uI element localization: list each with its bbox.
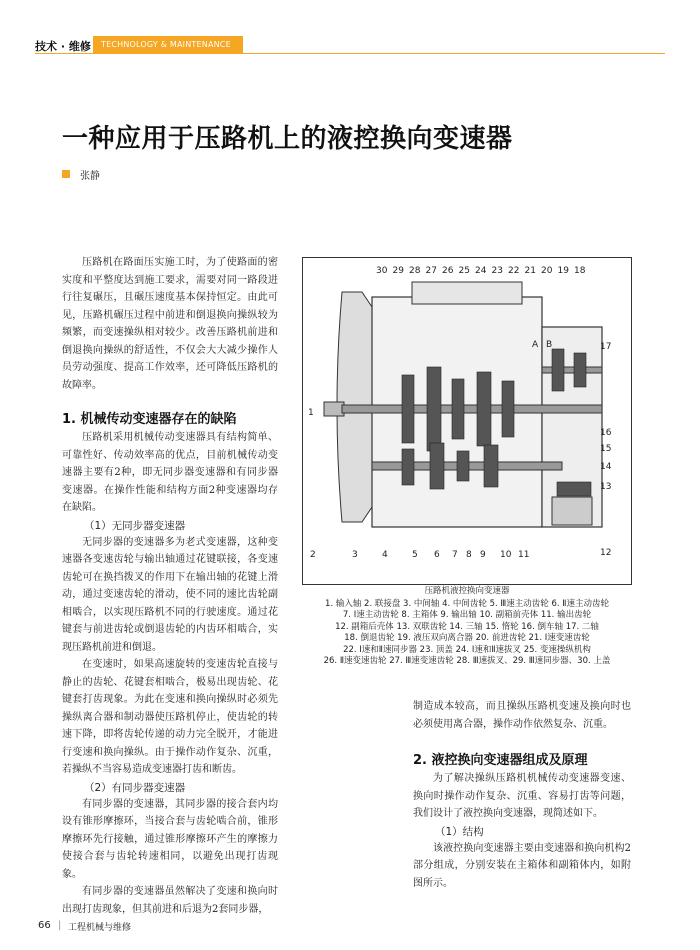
label-1: 1: [308, 408, 314, 418]
column-right: [413, 698, 631, 892]
part-label-23: 23: [491, 266, 503, 276]
part-label-5: 5: [412, 550, 418, 560]
subheading-2: （2）有同步器变速器: [84, 781, 186, 794]
subheading-structure: （1）结构: [435, 825, 484, 838]
footer-separator: |: [58, 920, 62, 931]
part-label-16: 16: [600, 428, 612, 438]
part-label-2: 2: [310, 550, 316, 560]
paragraph: 无同步器的变速器多为老式变速器，这种变速器各变速齿轮与输出轴通过花键联接，各变速齿轮可在换挡拨叉的作用下在输出轴的花键上滑动，通过变速齿轮的滑动，使不同的速比齿轮副相啮合，以实现压路机不同的行驶速度。通过花键套与前进齿轮或倒退齿轮的内齿环相啮合，实现压路机前进和倒退。: [62, 536, 278, 653]
label-A: A: [532, 340, 539, 350]
part-label-18: 18: [574, 266, 586, 276]
legend-line: 7. Ⅰ速主动齿轮 8. 主箱体 9. 输出轴 10. 副箱前壳体 11. 输出齿轮: [342, 610, 592, 620]
label-B: B: [546, 340, 553, 350]
part-label-20: 20: [541, 266, 553, 276]
part-label-12: 12: [600, 548, 612, 558]
header-rule: [35, 53, 665, 54]
paragraph: 为了解决操纵压路机机械传动变速器变速、换向时操作动作复杂、沉重、容易打齿等问题，我们设计了液控换向变速器，现简述如下。: [413, 773, 631, 819]
paragraph: 制造成本较高，而且操纵压路机变速及换向时也必须使用离合器，操作动作依然复杂、沉重。: [413, 701, 631, 730]
gearbox-figure: [302, 257, 632, 585]
part-label-28: 28: [409, 266, 421, 276]
section-heading-2: 2. 液控换向变速器组成及原理: [413, 753, 588, 768]
part-label-13: 13: [600, 482, 612, 492]
part-label-11: 11: [518, 550, 530, 560]
paragraph: 有同步器的变速器虽然解决了变速和换向时出现打齿现象，但其前进和后退为2套同步器，: [62, 886, 278, 915]
part-label-4: 4: [382, 550, 388, 560]
output-flange: [552, 497, 592, 525]
paragraph: 有同步器的变速器，其同步器的接合套内均设有锥形摩擦环，当接合套与齿轮啮合前，锥形摩擦环先行接触，通过锥形摩擦环产生的摩擦力使接合套与齿轮转速相同，以避免出现打齿现象。: [62, 798, 278, 880]
section-tab: TECHNOLOGY & MAINTENANCE: [93, 36, 243, 53]
legend-line: 1. 输入轴 2. 联接盘 3. 中间轴 4. 中间齿轮 5. Ⅲ速主动齿轮 6. Ⅱ速主动齿轮: [325, 598, 609, 609]
part-label-10: 10: [500, 550, 512, 560]
part-label-7: 7: [452, 550, 458, 560]
column-left: [62, 254, 278, 918]
figure-caption: [302, 586, 632, 668]
caption-title: 压路机液控换向变速器: [424, 586, 510, 596]
paragraph: 该液控换向变速器主要由变速器和换向机构2部分组成，分别安装在主箱体和副箱体内，如附图所示。: [413, 842, 631, 889]
journal-name: 工程机械与维修: [68, 923, 132, 933]
part-label-15: 15: [600, 444, 612, 454]
part-label-29: 29: [392, 266, 404, 276]
part-label-25: 25: [458, 266, 470, 276]
part-label-9: 9: [480, 550, 486, 560]
paragraph: 压路机采用机械传动变速器具有结构简单、可靠性好、传动效率高的优点，目前机械传动变速器主要有2种，即无同步器变速器和有同步器变速器。在操作性能和结构方面2种变速器均存在缺陷。: [62, 432, 278, 513]
part-label-3: 3: [352, 550, 358, 560]
section-heading-1: 1. 机械传动变速器存在的缺陷: [62, 412, 237, 427]
part-label-26: 26: [442, 266, 454, 276]
paragraph: 在变速时，如果高速旋转的变速齿轮直接与静止的齿轮、花键套相啮合，极易出现齿轮、花键套打齿现象。为此在变速和换向操纵时必须先操纵离合器和制动器使压路机停止，使齿轮的转速下降，即将齿轮传递的动力完全脱开，才能进行变速和换向操纵。由于操作动作复杂、沉重，若操纵不当容易造成变速器打齿和断齿。: [62, 659, 278, 775]
legend-line: 26. Ⅱ速变速齿轮 27. Ⅲ速变速齿轮 28. Ⅲ速拔叉、29. Ⅲ速同步器、30. 上盖: [323, 656, 611, 666]
part-label-24: 24: [475, 266, 487, 276]
part-label-19: 19: [557, 266, 569, 276]
legend-line: 12. 副箱后壳体 13. 双联齿轮 14. 三轴 15. 惰轮 16. 倒车轴 17. 二轴: [335, 621, 599, 632]
page-number: 66: [38, 920, 51, 931]
top-cover: [412, 282, 522, 304]
author-marker: [62, 170, 70, 178]
part-label-8: 8: [466, 550, 472, 560]
intro-paragraph: 压路机在路面压实施工时，为了使路面的密实度和平整度达到施工要求，需要对同一路段进行往复碾压，且碾压速度基本保持恒定。由此可见，压路机碾压过程中前进和倒退换向操纵较为频繁，而变速操纵相对较少。改善压路机前进和倒退换向操纵的舒适性，不仅会大大减少操作人员劳动强度、提高工作效率，还可降低压路机的故障率。: [62, 257, 278, 391]
part-label-30: 30: [376, 266, 388, 276]
article-title: 一种应用于压路机上的液控换向变速器: [62, 124, 513, 154]
part-label-22: 22: [508, 266, 520, 276]
part-label-14: 14: [600, 462, 612, 472]
main-shaft: [342, 405, 602, 413]
second-shaft: [542, 367, 602, 373]
part-label-6: 6: [434, 550, 440, 560]
section-label: 技术 · 维修: [35, 40, 91, 53]
legend-line: 22. Ⅰ速和Ⅱ速同步器 23. 顶盖 24. Ⅰ速和Ⅱ速拔叉 25. 变速操纵机构: [343, 644, 591, 655]
author-name: 张静: [80, 171, 100, 182]
subheading-1: （1）无同步器变速器: [84, 519, 186, 532]
legend-line: 18. 倒退齿轮 19. 液压双向离合器 20. 前进齿轮 21. Ⅰ速变速齿轮: [344, 633, 590, 643]
input-shaft: [324, 402, 344, 416]
part-label-21: 21: [524, 266, 536, 276]
part-label-27: 27: [425, 266, 437, 276]
part-label-17: 17: [600, 342, 612, 352]
